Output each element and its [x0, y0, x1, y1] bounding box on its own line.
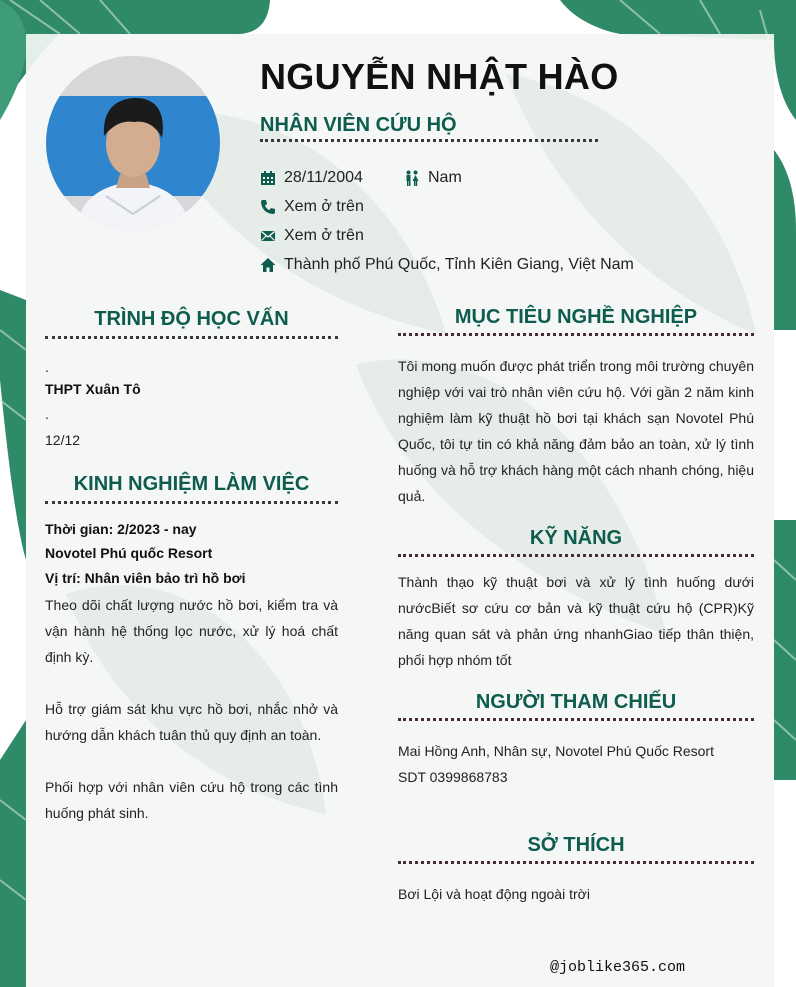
position-divider — [260, 139, 598, 142]
education-divider — [45, 336, 338, 339]
experience-time: Thời gian: 2/2023 - nay — [45, 521, 197, 537]
experience-desc1: Theo dõi chất lượng nước hồ bơi, kiểm tra và vận hành hệ thống lọc nước, xử lý hoá chất định kỳ. — [45, 597, 338, 665]
reference-line2: SDT 0399868783 — [398, 769, 508, 785]
calendar-icon — [260, 170, 276, 186]
experience-title: KINH NGHIỆM LÀM VIỆC — [73, 473, 310, 495]
address-row — [260, 256, 634, 274]
portrait-photo — [46, 56, 220, 230]
objective-divider — [398, 333, 754, 336]
experience-desc3: Phối hợp với nhân viên cứu hộ trong các tình huống phát sinh. — [45, 779, 338, 821]
address-value: Thành phố Phú Quốc, Tỉnh Kiên Giang, Việt Nam — [284, 256, 634, 273]
email-row — [260, 227, 364, 245]
skills-text: Thành thạo kỹ thuật bơi và xử lý tình huống dưới nướcBiết sơ cứu cơ bản và kỹ thuật cứu hộ (CPR)Kỹ năng quan sát và phản ứng nhanhGiao tiếp thân thiện, phối hợp nhóm tốt — [398, 574, 754, 668]
hobbies-text: Bơi Lội và hoạt động ngoài trời — [398, 886, 590, 902]
footer-watermark: @joblike365.com — [550, 959, 686, 976]
objective-text: Tôi mong muốn được phát triển trong môi trường chuyên nghiệp với vai trò nhân viên cứu hộ. Với gần 2 năm kinh nghiệm làm kỹ thuật hồ bơi tại khách sạn Novotel Phú Quốc, tôi tự tin có khả năng đảm bảo an toàn, xử lý tình huống và hỗ trợ khách hàng một cách nhanh chóng, hiệu quả. — [398, 358, 754, 504]
skills-title: KỸ NĂNG — [529, 527, 623, 549]
candidate-name: NGUYỄN NHẬT HÀO — [260, 56, 619, 97]
experience-divider — [45, 501, 338, 504]
objective-title: MỤC TIÊU NGHỀ NGHIỆP — [454, 306, 698, 328]
experience-company: Novotel Phú quốc Resort — [45, 545, 213, 561]
home-icon — [260, 257, 276, 273]
education-title: TRÌNH ĐỘ HỌC VẤN — [94, 308, 289, 330]
job-position: NHÂN VIÊN CỨU HỘ — [260, 114, 457, 136]
education-grade: 12/12 — [45, 432, 81, 448]
email-icon — [260, 228, 276, 244]
phone-icon — [260, 199, 276, 215]
education-line1: . — [45, 359, 49, 375]
email-value: Xem ở trên — [284, 227, 364, 244]
skills-divider — [398, 554, 754, 557]
hobbies-divider — [398, 861, 754, 864]
education-school: THPT Xuân Tô — [45, 381, 141, 397]
education-line3: . — [45, 406, 49, 422]
gender-value: Nam — [428, 169, 462, 186]
experience-role: Vị trí: Nhân viên bảo trì hồ bơi — [45, 570, 246, 586]
gender-icon — [404, 170, 420, 186]
experience-desc2: Hỗ trợ giám sát khu vực hồ bơi, nhắc nhở và hướng dẫn khách tuân thủ quy định an toàn. — [45, 701, 338, 743]
avatar — [46, 56, 220, 230]
phone-value: Xem ở trên — [284, 198, 364, 215]
birthdate-value: 28/11/2004 — [284, 169, 363, 186]
cv-sheet — [26, 34, 774, 987]
references-divider — [398, 718, 754, 721]
hobbies-title: SỞ THÍCH — [527, 834, 625, 856]
references-title: NGƯỜI THAM CHIẾU — [475, 691, 677, 713]
gender-row — [404, 169, 462, 187]
phone-row — [260, 198, 364, 216]
birthdate-row — [260, 169, 363, 187]
reference-line1: Mai Hồng Anh, Nhân sự, Novotel Phú Quốc Resort — [398, 743, 714, 759]
